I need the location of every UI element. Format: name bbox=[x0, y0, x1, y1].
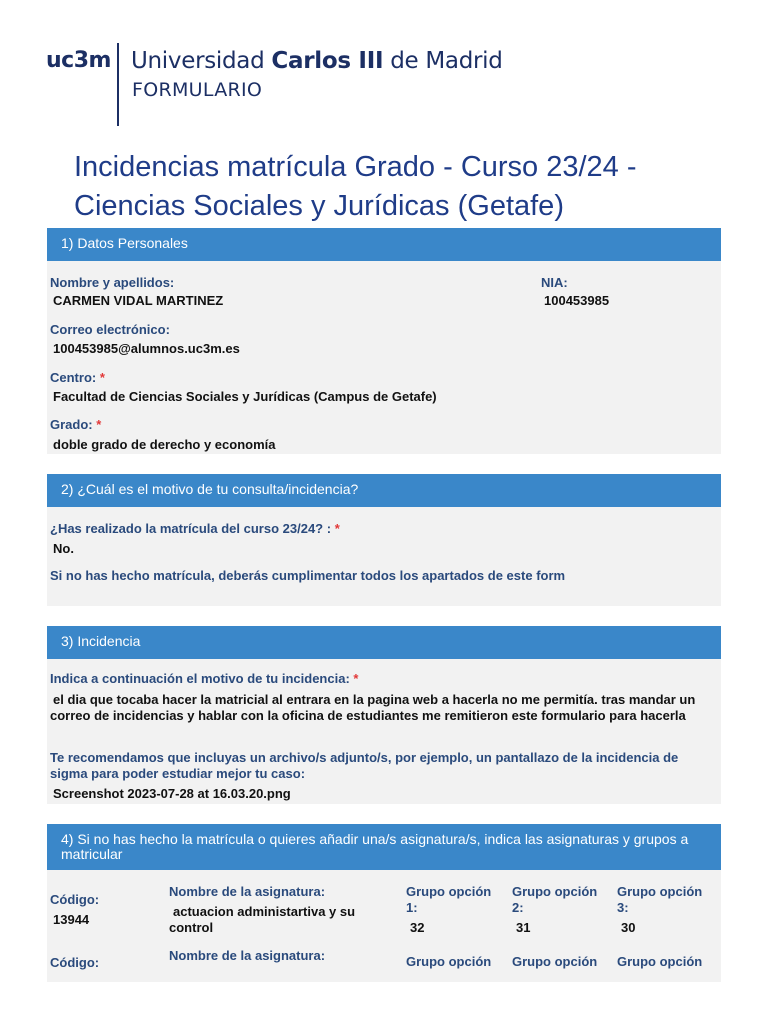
form-title: Incidencias matrícula Grado - Curso 23/24 - Ciencias Sociales y Jurídicas (Getafe) bbox=[74, 151, 637, 222]
centro-label: Centro: bbox=[50, 370, 97, 385]
asignatura-label: Nombre de la asignatura: bbox=[169, 884, 326, 899]
logo-divider bbox=[117, 43, 119, 126]
form-label: FORMULARIO bbox=[132, 79, 263, 101]
section-personal-data-header: 1) Datos Personales bbox=[47, 228, 721, 261]
grupo3-value: 30 bbox=[621, 920, 636, 935]
grupo2-value: 31 bbox=[516, 920, 531, 935]
grado-label-row bbox=[50, 417, 101, 432]
university-prefix: Universidad bbox=[131, 48, 272, 74]
matricula-question-row bbox=[50, 521, 340, 536]
matricula-question-label: ¿Has realizado la matrícula del curso 23/24? : bbox=[50, 521, 332, 536]
grupo1-label: Grupo opción bbox=[406, 954, 492, 969]
grupo2-label: Grupo opción 2: bbox=[512, 884, 598, 915]
matricula-answer: No. bbox=[53, 541, 74, 556]
email-value: 100453985@alumnos.uc3m.es bbox=[53, 341, 240, 356]
grado-value: doble grado de derecho y economía bbox=[53, 437, 276, 452]
section-incidencia-header: 3) Incidencia bbox=[47, 626, 721, 659]
nia-value: 100453985 bbox=[544, 293, 610, 308]
section-asignaturas-header: 4) Si no has hecho la matrícula o quieres añadir una/s asignatura/s, indica las asignaturas y grupos a matricular bbox=[47, 824, 721, 870]
codigo-value: 13944 bbox=[53, 912, 90, 927]
page-header bbox=[0, 0, 768, 140]
section-asignaturas bbox=[47, 870, 721, 982]
grupo1-value: 32 bbox=[410, 920, 425, 935]
centro-label-row bbox=[50, 370, 105, 385]
attachment-recommendation: Te recomendamos que incluyas un archivo/s adjunto/s, por ejemplo, un pantallazo de la incidencia de sigma para poder estudiar mejor tu caso: bbox=[50, 750, 679, 781]
codigo-label: Código: bbox=[50, 955, 100, 970]
nia-label: NIA: bbox=[541, 275, 568, 290]
motivo-value: el dia que tocaba hacer la matricial al entrara en la pagina web a hacerla no me permitía. tras mandar un correo de incidencias y hablar con la oficina de estudiantes me remitieron este formulario para hacerla bbox=[50, 692, 696, 723]
university-suffix: de Madrid bbox=[383, 48, 503, 74]
required-marker: * bbox=[99, 370, 105, 385]
university-name bbox=[131, 48, 503, 74]
required-marker: * bbox=[334, 521, 340, 536]
grupo3-label: Grupo opción 3: bbox=[617, 884, 703, 915]
grupo2-label: Grupo opción bbox=[512, 954, 598, 969]
required-marker: * bbox=[96, 417, 102, 432]
name-label: Nombre y apellidos: bbox=[50, 275, 175, 290]
section-personal-data bbox=[47, 261, 721, 454]
uc3m-logo: uc3m bbox=[46, 48, 111, 73]
motivo-label-row bbox=[50, 671, 358, 686]
asignatura-label: Nombre de la asignatura: bbox=[169, 948, 326, 963]
attachment-filename: Screenshot 2023-07-28 at 16.03.20.png bbox=[53, 786, 291, 801]
centro-value: Facultad de Ciencias Sociales y Jurídicas (Campus de Getafe) bbox=[53, 389, 437, 404]
motivo-label: Indica a continuación el motivo de tu incidencia: bbox=[50, 671, 350, 686]
section-incidencia bbox=[47, 659, 721, 804]
name-value: CARMEN VIDAL MARTINEZ bbox=[53, 293, 224, 308]
grupo1-label: Grupo opción 1: bbox=[406, 884, 492, 915]
required-marker: * bbox=[353, 671, 359, 686]
codigo-label: Código: bbox=[50, 892, 100, 907]
matricula-note: Si no has hecho matrícula, deberás cumplimentar todos los apartados de este form bbox=[50, 568, 566, 583]
section-motivo bbox=[47, 507, 721, 606]
asignatura-value: actuacion administartiva y su control bbox=[169, 904, 356, 935]
university-strong: Carlos III bbox=[271, 48, 384, 74]
section-motivo-header: 2) ¿Cuál es el motivo de tu consulta/incidencia? bbox=[47, 474, 721, 507]
grado-label: Grado: bbox=[50, 417, 93, 432]
grupo3-label: Grupo opción bbox=[617, 954, 703, 969]
email-label: Correo electrónico: bbox=[50, 322, 170, 337]
